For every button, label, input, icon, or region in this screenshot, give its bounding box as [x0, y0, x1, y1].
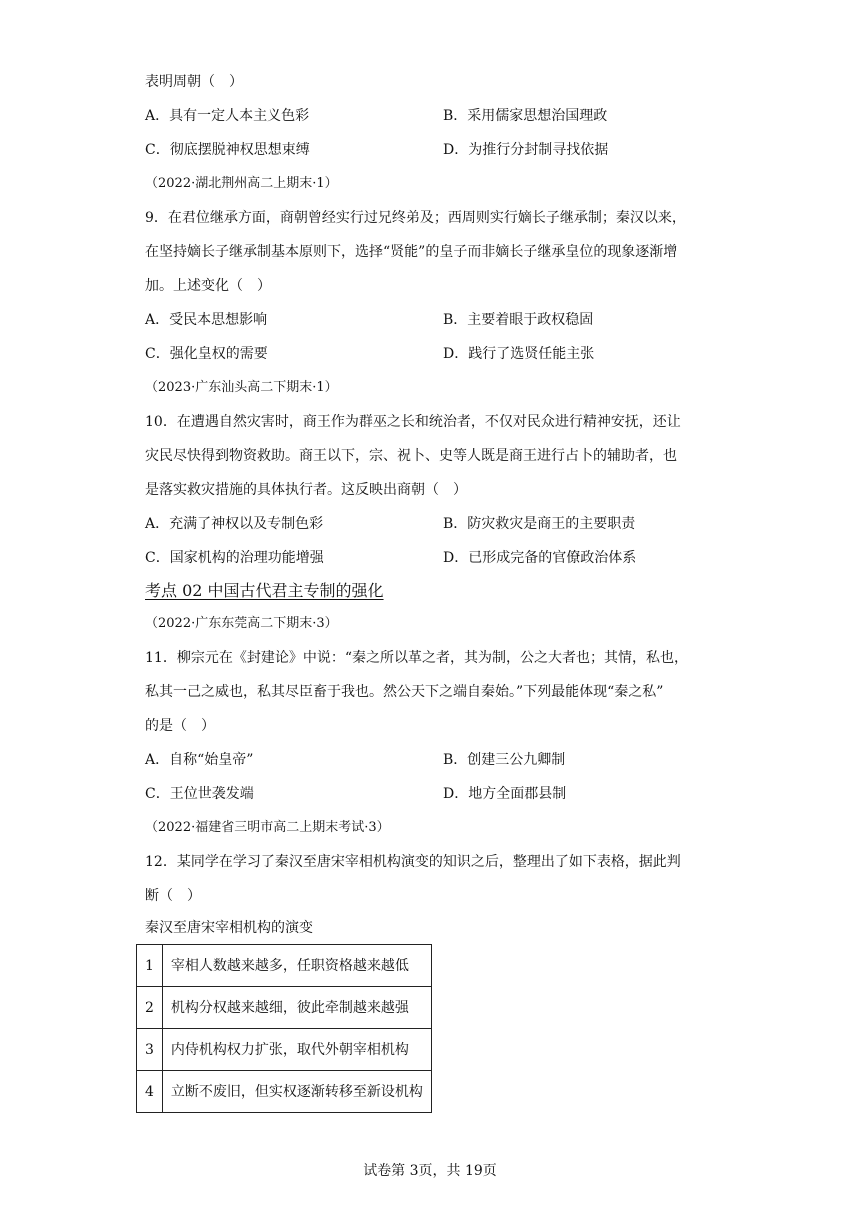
q11-stem-line-2: 私其一己之威也，私其尽臣畜于我也。然公天下之端自秦始。”下列最能体现“秦之私”: [145, 684, 664, 700]
q11-stem-line-1: 11．柳宗元在《封建论》中说：“秦之所以革之者，其为制，公之大者也；其情，私也，: [145, 650, 688, 666]
q9-option-c[interactable]: C．强化皇权的需要: [145, 346, 268, 362]
q9-stem-line-2: 在坚持嫡长子继承制基本原则下，选择“贤能”的皇子而非嫡长子继承皇位的现象逐渐增: [145, 244, 678, 260]
q12-source: （2022·福建省三明市高二上期末考试·3）: [145, 820, 390, 835]
q9-option-a[interactable]: A．受民本思想影响: [145, 312, 268, 328]
q8-option-b[interactable]: B．采用儒家思想治国理政: [443, 108, 608, 124]
row-number: 3: [137, 1029, 163, 1071]
q9-option-b[interactable]: B．主要着眼于政权稳固: [443, 312, 594, 328]
q10-option-c[interactable]: C．国家机构的治理功能增强: [145, 550, 324, 566]
row-text: 内侍机构权力扩张，取代外朝宰相机构: [162, 1029, 431, 1071]
q10-stem-line-1: 10．在遭遇自然灾害时，商王作为群巫之长和统治者，不仅对民众进行精神安抚，还让: [145, 414, 681, 430]
q10-option-d[interactable]: D．已形成完备的官僚政治体系: [443, 550, 637, 566]
row-number: 4: [137, 1071, 163, 1113]
q8-option-d[interactable]: D．为推行分封制寻找依据: [443, 142, 609, 158]
page-footer: 试卷第 3页，共 19页: [363, 1163, 497, 1179]
row-number: 1: [137, 945, 163, 987]
table-row: [137, 945, 432, 987]
row-text: 机构分权越来越细，彼此牵制越来越强: [162, 987, 431, 1029]
section-heading: 考点 02 中国古代君主专制的强化: [145, 581, 384, 600]
q9-source: （2022·湖北荆州高二上期末·1）: [145, 176, 338, 191]
q11-option-b[interactable]: B．创建三公九卿制: [443, 752, 566, 768]
q8-option-a[interactable]: A．具有一定人本主义色彩: [145, 108, 310, 124]
q9-option-d[interactable]: D．践行了选贤任能主张: [443, 346, 595, 362]
q11-option-d[interactable]: D．地方全面郡县制: [443, 786, 567, 802]
q8-option-c[interactable]: C．彻底摆脱神权思想束缚: [145, 142, 310, 158]
q8-stem-tail: 表明周朝（ ）: [145, 74, 243, 90]
q9-stem-line-3: 加。上述变化（ ）: [145, 278, 271, 294]
evolution-table: [136, 944, 432, 1113]
table-row: [137, 1071, 432, 1113]
q10-option-a[interactable]: A．充满了神权以及专制色彩: [145, 516, 324, 532]
q11-stem-line-3: 的是（ ）: [145, 718, 215, 734]
q9-stem-line-1: 9．在君位继承方面，商朝曾经实行过兄终弟及；西周则实行嫡长子继承制；秦汉以来，: [145, 210, 686, 226]
q10-option-b[interactable]: B．防灾救灾是商王的主要职责: [443, 516, 636, 532]
q11-option-a[interactable]: A．自称“始皇帝”: [145, 752, 254, 768]
q12-stem-line-1: 12．某同学在学习了秦汉至唐宋宰相机构演变的知识之后，整理出了如下表格，据此判: [145, 854, 681, 870]
table-row: [137, 1029, 432, 1071]
row-text: 宰相人数越来越多，任职资格越来越低: [162, 945, 431, 987]
q12-table-caption: 秦汉至唐宋宰相机构的演变: [145, 920, 313, 936]
q12-stem-line-2: 断（ ）: [145, 888, 201, 904]
q10-stem-line-3: 是落实救灾措施的具体执行者。这反映出商朝（ ）: [145, 482, 467, 498]
q10-stem-line-2: 灾民尽快得到物资救助。商王以下，宗、祝卜、史等人既是商王进行占卜的辅助者，也: [145, 448, 677, 464]
table-row: [137, 987, 432, 1029]
q10-source: （2023·广东汕头高二下期末·1）: [145, 380, 338, 395]
q11-option-c[interactable]: C．王位世袭发端: [145, 786, 254, 802]
row-number: 2: [137, 987, 163, 1029]
q11-source: （2022·广东东莞高二下期末·3）: [145, 616, 338, 631]
row-text: 立断不废旧，但实权逐渐转移至新设机构: [162, 1071, 431, 1113]
